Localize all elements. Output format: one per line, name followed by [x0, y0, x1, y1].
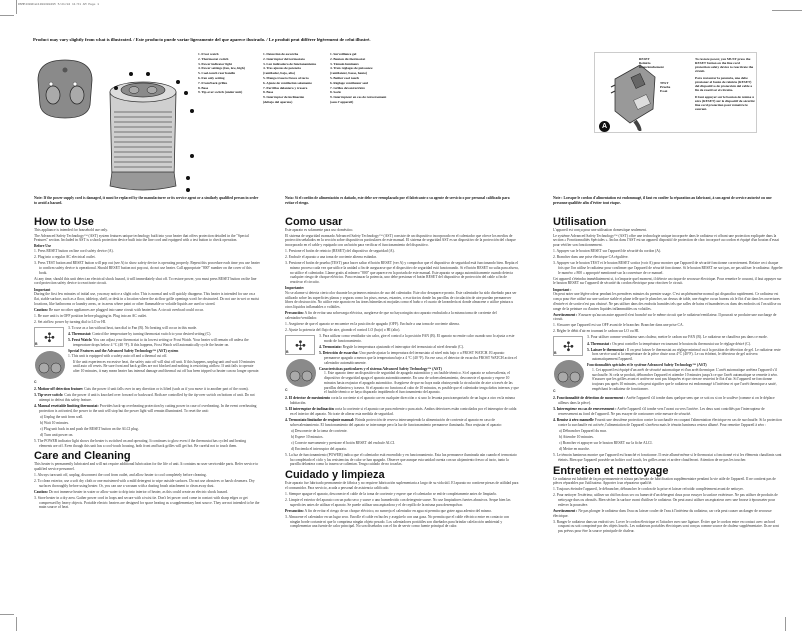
parts-list-item: 2. Bouton du thermostat	[330, 56, 366, 61]
parts-list-item: 8. Socle	[330, 90, 341, 95]
figure-a-label: A	[599, 121, 610, 132]
list-item: 3. Store heater in a dry area. Gather power cord in loops and secure with a twist tie. Don't let power cord come in contact with sharp edges or get compressed by heavy objects. Portable electric heaters are designed for space heating as a supplementary heat source. They are not intended to be the main source of heat.	[34, 495, 260, 510]
list-item	[553, 396, 783, 406]
heater-illustration	[30, 50, 195, 192]
column-english	[34, 196, 260, 512]
figure-b-fan-setting	[285, 335, 315, 355]
bold-lead: Avertissement :	[553, 312, 578, 317]
text: Cuts the power if unit is knocked over forward or backward. Both are controlled by the tip-over switch on bottom of unit. Do not attempt to defeat this safety feature.	[39, 393, 255, 402]
list-item: 3. Almacene el calentador en un lugar seco. Enrolle el cable en bucles y asegúrelo con una gaza. No permita que el cable eléctrico entre en contacto con ningún borde cortante ni que lo comprima ningún objeto pesado. Los calentadores portátiles son diseñados para brindar calefacción ambiental y complementar una fuente de calor principal. No son diseñados con el fin de servir como fuente principal de calor.	[285, 514, 510, 529]
paragraph: Cet appareil s'éteindra immédiatement si, à n'importe quel moment, il détecte un risque de secousse électrique. Pour remettre le courant, il faut appuyer sur le bouton RESET sur l'appareil de sécurité du cordon électrique pour réactiver le circuit.	[553, 276, 782, 286]
list-item: 1. Always turn unit off, unplug, disconnect the cord from outlet, and allow heater to cool completely before cleaning.	[34, 473, 207, 478]
paragraph	[34, 308, 260, 313]
parts-list-item: 1. Surveillance gel	[330, 52, 357, 56]
parts-list-item: 5. Cool-touch rear handle	[198, 71, 235, 76]
parts-list-item: 6. Réglage ventilateur seul	[330, 80, 368, 85]
parts-list-item: 5. Mango trasero fresco al tacto	[263, 75, 309, 80]
sub-step: c) Plug unit back in and push the RESET button on the ALCI plug.	[40, 426, 139, 431]
fan-icon: ✣	[44, 329, 55, 345]
crop-mark	[16, 617, 17, 631]
text: Arrête l'appareil s'il tombe dans quelque sens que ce soit ou si on le soulève (comme si on le déplace ailleurs dans la pièce).	[558, 396, 775, 406]
bold-lead: 3. Tip-over switch:	[34, 393, 64, 398]
parts-list-item: 4. Tres ajustes de potencia	[263, 66, 301, 71]
text: Uno puede ajustar la temperatura del termostato al nivel más bajo o a FROST WATCH. El aparato permanece apagado a menos que la temperatura baje a 4 °C (40 °F). En ese caso, el detector de escarcha FROST WATCH activa el calentador automáticamente.	[324, 351, 517, 365]
crop-mark	[772, 10, 802, 11]
paragraph: Ce radiateur est lubrifié de façon permanente et n'aura pas besoin de lubrification supplémentaire pendant la vie utile de l'appareil. Il ne contient pas de pièces réparables par l'utilisateur. Apporter à un réparateur qualifié.	[553, 476, 776, 486]
sub-step: a) Unplug the unit from wall.	[40, 414, 84, 419]
text: S'assurer qu'aucun autre appareil n'est branché sur le même circuit que le radiateur/ventilateur. Il pourrait se produire une surcharge de circuit.	[553, 312, 777, 322]
list-item: 2. Enchufe el aparato a una toma de corriente alterna estándar.	[285, 255, 377, 260]
bold-lead: 4. Termostato:	[319, 344, 342, 349]
parts-list-item: 7. Grilles devant/arrière	[330, 85, 365, 90]
reset-instructions	[695, 57, 755, 114]
parts-list-french	[330, 52, 402, 105]
list-item: 5. The POWER indicator light shows the heater is switched on and operating. It continues to glow even if the thermostat has cycled and heating elements are off. Even though this unit has a cool-touch housing, both front and back grilles will get hot. Be careful not to touch them.	[34, 438, 247, 448]
list-item: 3. To use as a fan without heat, turn dial to Fan (B). No heating will occur in this mode.	[68, 325, 198, 330]
bold-lead: 4. Remise à zéro manuelle	[553, 418, 594, 423]
text: Provides back-up overheating protection by cutting power in case of overheating. In the event overheating protection is activated, the power to the unit will stop but the power light will remain illuminated. To reset the unit:	[39, 403, 257, 413]
text: Do not immerse heater in water or allow water to drip into interior of heater, as this could create an electric shock hazard.	[47, 489, 228, 494]
parts-list-item: (sous l'appareil)	[330, 99, 354, 104]
sub-step: b) Attendre 10 minutes.	[559, 434, 594, 439]
paragraph: During the first few minutes of initial use, you may notice a slight odor. This is normal and will quickly disappear. This heater is intended for use on a flat, stable surface, such as a floor, tabletop, shelf, or desk in a location where the airflow grille openings won't be obstructed. Do not use in wet or moist locations, like bathrooms or laundry areas, or in areas where paint or other flammable or volatile liquids are used or stored.	[34, 292, 259, 306]
paragraph: No se alarme si detecta cierto olor durante los primeros minutos de uso del calentador. Este olor desaparece pronto. Este calentador ha sido diseñado para ser utilizado sobre las superficies planas y seguras como los pisos, mesas, estantes, o escritorios donde las parrillas de circulación de aire puedan permanecer libres de obstrucción. No utilice este aparato en las áreas húmedas ni mojadas como el baño o el cuarto de lavandería ni donde almacene o utilice pintura u otros líquidos inflamables o volátiles.	[285, 290, 517, 310]
parts-list-english	[198, 52, 260, 95]
subheading: Características particulares y el sistema Advanced Safety Technology™ (AST)	[319, 366, 442, 371]
list-item: 2. Ajuste la potencia del flujo de aire, girando el control LO (bajo) o HI (alto).	[285, 328, 401, 333]
parts-list-item: 3. Power indicator light	[198, 61, 232, 66]
crop-mark	[0, 15, 14, 16]
paragraph	[34, 490, 260, 495]
parts-list-item: 2. Interruptor del termostato	[263, 56, 305, 61]
text: On peut contrôler la température en tournant le bouton du thermostat sur le réglage désiré (C).	[611, 341, 751, 346]
list-item	[68, 332, 260, 337]
subheading: Importante:	[285, 286, 305, 291]
print-slug: RSMP4300Fmk1300300495 5/21/04 11:51 AM Page 1	[18, 3, 100, 6]
list-item: 3. Presione el botón de prueba (TEST) para hacer saltar el botón RESET (ver A) y comprobar que el dispositivo de seguridad está funcionando bien. Repita el mismo proceso cada vez que utilice la unidad a fin de asegurarse que el dispositivo de seguridad está funcionando. Si el botón RESET no salta para afuera, no utilice el calentador. Llame gratis al número "800" que aparece en la portada de este manual. Este aparato se apaga automáticamente cuando detecta cualquier riesgo de choque eléctrico. Para restaurar la potencia, uno debe presionar el botón RESET del dispositivo de protección del cable a fin de reactivar el circuito.	[285, 261, 519, 285]
thermostat-dial-icon	[553, 359, 584, 393]
text: Be sure no other appliances are plugged into same circuit with heater/fan. A circuit overload could occur.	[47, 307, 204, 312]
section-heading: Como usar	[285, 215, 343, 228]
list-item	[587, 348, 783, 362]
section-heading: Care and Cleaning	[34, 450, 131, 463]
section-heading: Entretien et nettoyage	[553, 464, 669, 477]
list-item: 1. Asegúrese de que el aparato se encuentre en la posición de apagado (OFF). Enchufe a una toma de corriente alterna.	[285, 322, 460, 327]
bold-lead: 4. Thermostat :	[587, 341, 612, 346]
list-item	[587, 342, 783, 347]
paragraph: This appliance is intended for household use only.	[34, 227, 108, 232]
text: Control the temperature by turning thermostat switch to your desired setting (C).	[91, 332, 212, 337]
reset-label-es: Reinicio	[639, 61, 651, 65]
list-item: 1. Press RESET button on line cord safety device (A).	[34, 249, 114, 254]
line-cord-safety-plug-icon	[605, 59, 665, 131]
test-label-fr: Essai	[660, 89, 668, 93]
paragraph: The Advanced Safety Technology™ (AST) system features unique technology built into your heater that offers protection detailed in the "Special Features" section. Included in AST is a shock protection device built into the line cord and equipped with a test button to check operation.	[34, 233, 249, 243]
list-item: 2. Plug into a regular AC electrical outlet.	[34, 255, 96, 260]
list-item: 5. La luz de funcionamiento (POWER) indica que el calentador está encendido y en funcionamiento. Esta luz permanece iluminada aún cuando el termostato ha completado el ciclo y las resistencias de calor se han apagado. Observe que aunque esta unidad cuenta con un alojamiento fresco al tacto, tanto la parrilla delantera como la trasera se calientan. Tenga cuidado de no tocarlas.	[285, 452, 517, 467]
figures-b-c	[285, 335, 316, 395]
list-item	[553, 407, 783, 417]
figure-c-label: C	[553, 389, 556, 394]
list-item	[553, 418, 783, 428]
cord-note: Note : Lorsque le cordon d'alimentation est endommagé, il faut en confier la réparation au fabricant, à son agent de service autorisé ou une personne qualifiée afin d'éviter tout risque.	[553, 196, 772, 205]
figure-c-thermostat	[34, 350, 65, 384]
sub-step: c) Brancher et appuyer sur le bouton RESET sur la fiche ALCI.	[559, 440, 653, 445]
parts-list-item: 8. Base	[198, 85, 209, 90]
reset-instruction-en: To restore power, you MUST press the RESET button on the line cord protection safety device to reactivate the circuit.	[695, 57, 754, 74]
list-item: 2. Régler le débit d'air en tournant le cadran sur LO ou HI.	[553, 329, 640, 334]
figures-b-c	[34, 327, 65, 387]
crop-mark	[16, 0, 17, 14]
paragraph: Le système Advanced Safety Technology™ (AST) offre une technologie unique incorporée dans le radiateur et offrant une protection expliquée dans la section « Fonctionnalités Spéciales ». Inclus dans l'AST est un appareil dispositif de protection de choc incorporé au cordon et équipé d'un bouton d'essai pour vérifier son fonctionnement.	[553, 233, 779, 248]
column-french	[553, 196, 783, 535]
crop-mark	[785, 617, 786, 631]
text: Regule la temperatura ajustando el interruptor del termostato al nivel deseado (C).	[341, 344, 464, 349]
text: corta la corriente si el aparato cae en cualquier dirección o si uno lo levanta para transportarlo de un lugar a otro en la misma habitación.	[290, 396, 515, 406]
bold-lead: 5. Laisser le thermostat :	[587, 347, 626, 352]
product-variation-note: Product may vary slightly from what is illustrated. / Este producto puede variar ligeramente del que aparece ilustrado. / Le produit peut différer légèrement de celui illustré.	[33, 37, 371, 42]
parts-list-item: (debajo del aparato)	[263, 99, 293, 104]
reset-label	[639, 57, 664, 69]
parts-list-item: (ventilateur, basse, haute)	[330, 71, 367, 76]
text: Brinda protección de reserva interrumpiendo la alimentación de corriente al aparato en caso de sobrecalentamiento. El funcionamiento del aparato se interrumpe pero la luz de funcionamiento permanece iluminada. Para reajustar el aparato:	[290, 417, 503, 427]
section-heading: How to Use	[34, 215, 94, 228]
sub-step: b) Wait 10 minutes.	[40, 420, 69, 425]
text: Fournit une deuxième protection contre la surchauffe en coupant l'alimentation électrique en cas de surchauffe. Si la protection contre la surchauffe est activée, l'alimentation de l'appareil s'arrêtera mais le témoin lumineux restera allumé. Pour remettre l'appareil à zéro :	[558, 418, 782, 427]
paragraph: If the unit experiences excessive heat, the safety auto off will shut off unit. If this happens, unplug unit and wait 10 minutes until auto off resets. Be sure front and back grilles are not blocked and nothing is restricting airflow. If unit fails to operate after 10 minutes, it may mean heater has internal damage and thermal cut off has been tripped so heater can no longer operate.	[73, 359, 260, 374]
paragraph: El sistema de seguridad avanzado Advanced Safety Technology™ (AST) consiste de un dispositivo incorporado en el calentador que ofrece los medios de protección señalados en la sección sobre dispositivos particulares de este manual. El sistema de seguridad AST es un dispositivo de la protección del choque incorporado en el cable y equipado con un botón para verificar el funcionamiento del dispositivo.	[285, 233, 516, 248]
figure-c-label: C	[34, 379, 37, 384]
list-item: 2. Brancher dans une prise électrique CA régulière.	[553, 255, 629, 260]
sub-step: a) Desconecte de la toma de corriente.	[291, 428, 348, 433]
list-item	[34, 387, 260, 392]
sub-step: d) Mettre en marche.	[559, 447, 590, 451]
list-item	[285, 407, 519, 417]
figure-c-label: C	[285, 388, 288, 393]
paragraph: 1. Cet appareil est équipé d'un arrêt de sécurité automatique et d'un arrêt thermique. L'arrêt automatique arrêtera l'appareil s'il surchauffe. Si cela se produit, débrancher l'appareil et attendre 10 minutes jusqu'à ce que l'arrêt automatique se remette à zéro. S'assurer que les grilles avant et arrière ne sont pas bloquées et que rien ne restreint le flot d'air. Si l'appareil ne fonctionne toujours pas après 10 minutes, cela peut signifier que le radiateur est endommagé à l'intérieur et que l'arrêt thermique a sauté, empêchant le radiateur de fonctionner.	[592, 367, 779, 391]
bold-lead: 2. El detector de movimiento	[285, 396, 331, 401]
figure-c-thermostat	[553, 359, 584, 393]
list-item: 3. Para utilizar como ventilador sin calor, gire el control a la posición FAN (B). El aparato no emite calor cuando uno lo ajusta a este modo de funcionamiento.	[319, 334, 515, 343]
bold-lead: 4. Thermostat:	[68, 332, 92, 337]
bold-lead: 3. Interrupteur en cas de renversement :	[553, 407, 617, 412]
bold-lead: 2. Motion-off detection feature:	[34, 386, 84, 391]
paragraph	[553, 509, 783, 519]
paragraph: This heater is permanently lubricated and will not require additional lubrication for the life of unit. It contains no user serviceable parts. Refer service to qualified service personnel.	[34, 462, 259, 472]
list-item: 1. S'assurer que l'appareil est sur OFF avant de le brancher. Brancher dans une prise CA.	[553, 323, 684, 328]
bold-lead: 4. Manual resettable limiting thermostat:	[34, 403, 99, 408]
list-item	[285, 418, 519, 428]
thermostat-dial-icon	[34, 350, 65, 384]
bold-lead: Precaución:	[285, 311, 304, 316]
paragraph: 1. Este aparato tiene un dispositivo de seguridad de apagado automático y un fusible térmico. Si el aparato se sobrecalienta, el dispositivo de seguridad apaga el aparato automáticamente. En caso de sobrecalentamiento, desconecte el aparato y espere 10 minutos hasta reajustar el apagado automático. Asegúrese de que no haya nada obstruyendo la circulación de aire a través de las parrillas delantera y trasera. Si el aparato no funciona al cabo de 10 minutos, es posible que el calentador tenga daños internos y que el fusible térmico se haya disparado impidiendo el funcionamiento del aparato.	[324, 371, 519, 395]
bold-lead: Caution:	[34, 489, 48, 494]
list-item: 3. Pour utiliser comme ventilateur sans chaleur, mettre le cadran sur FAN (B). Le radiateur ne chauffera pas dans ce mode.	[587, 335, 768, 340]
test-label-en: TEST	[660, 81, 669, 85]
subheading: Important	[34, 287, 51, 292]
list-item	[68, 338, 260, 348]
sub-step: b) Espere 10 minutos.	[291, 434, 324, 439]
heater-body	[110, 82, 176, 190]
list-item: 3. Ranger le radiateur dans un endroit sec. Lover le cordon électrique et l'attacher avec une ligature. Éviter que le cordon entre en contact avec un bord coupant ou soit comprimé par des objets lourds. Les radiateurs portables électriques sont conçus comme source de chaleur supplémentaire. Ils ne sont pas prévus pour être la source principale de chaleur.	[553, 519, 779, 534]
list-item	[319, 345, 519, 350]
list-item: 2. Limpie el exterior del aparato con un paño seco y suave o uno humedecido con detergente suave. No use limpiadores fuertes abrasivos. Seque bien las superficies antes de utilizar el aparato. Se puede utilizar una aspiradora y el de cepillo de la misma para desempolvar.	[285, 498, 511, 507]
parts-list-item: 5. Boîtier cool touch	[330, 75, 359, 80]
reset-device-figure	[594, 52, 757, 133]
text: A fin de evitar el riesgo de un choque eléctrico, no sumerja el calentador en agua ni permita que gotee agua adentro del mismo.	[303, 508, 492, 513]
section-heading: Utilisation	[553, 215, 607, 228]
figure-b-label: B	[554, 351, 557, 356]
bold-lead: 5. Frost Watch:	[68, 338, 93, 343]
paragraph	[553, 313, 783, 323]
bold-lead: 5. Detección de escarcha:	[319, 351, 359, 356]
sub-step: a) Débrancher l'appareil du mur.	[559, 428, 607, 433]
list-item	[285, 396, 519, 406]
parts-list-item: 7. Front/back grilles	[198, 80, 228, 85]
figures-b-c	[553, 336, 584, 396]
list-item: 1. This unit is equipped with a safety auto off and a thermal cut off.	[68, 353, 168, 358]
fan-icon: ✣	[563, 339, 574, 355]
parts-list-item: (ventilador, bajo, alto)	[263, 71, 296, 76]
text: Ne pas plonger le radiateur dans l'eau ou laisser couler de l'eau à l'intérieur du radiateur, car cela peut causer un danger de secousse électrique.	[553, 508, 772, 518]
parts-list-item: 3. Luz indicadora de funcionamiento	[263, 61, 317, 66]
parts-list-item: 9. Tip-over switch (under unit)	[198, 90, 243, 95]
list-item: 3. Appuyer sur le bouton TEST et le bouton RESET sortira (voir A) pour montrer que l'appareil de sécurité fonctionne correctement. Refaire ceci chaque fois que l'on utilise le radiateur pour confirmer que l'appareil de sécurité fonctionne. Si le bouton RESET ne sort pas, ne pas utiliser le radiateur. Appeler le numéro « 800 » approprié mentionné sur la couverture de ce manuel.	[553, 261, 783, 275]
parts-list-item: 6. Fan only setting	[198, 75, 225, 80]
figure-c-thermostat	[285, 358, 316, 392]
list-item: 1. Presione el botón de reinicio (RESET) del dispositivo de seguridad (A).	[285, 249, 395, 254]
sub-step: c) Conecte nuevamente y presione el botón RESET del enchufe ALCI.	[291, 440, 396, 445]
reset-instruction-fr: Il faut appuyer sur le bouton de remise à zéro (RESET) sur le dispositif de sécurité line cord protection pour remettre le courant.	[695, 94, 755, 112]
bold-lead: Precaución:	[285, 508, 304, 513]
subheading: Fonctionnalités spéciales et le système Advanced Safety Technology™ (AST)	[587, 363, 707, 368]
bold-lead: 3. El interruptor de inclinación	[285, 407, 334, 412]
subheading: Special Features and the Advanced Safety Technology™ (AST) system	[68, 348, 179, 353]
bold-lead: 4. Termostato limitador de reajuste manual:	[285, 417, 355, 422]
list-item: 2. To clean exterior, use a soft dry cloth or one moistened with a mild detergent to wipe outside surfaces. Do not use abrasives or harsh cleansers. Dry surfaces thoroughly before using heater. Or, you can use a vacuum with a dusting brush attachment to clean away dust.	[34, 479, 255, 488]
paragraph	[285, 509, 519, 514]
text: Il on peut laisser le thermostat au réglage minimal ou à la position de détection de gel. Le radiateur reste hors service sauf si la température de la pièce chute sous 4°C (40°F). Le cas échéant, le détecteur de gel activera automatiquement l'appareil.	[592, 347, 781, 362]
list-item: 5. Le témoin lumineux montre que l'appareil est branché et fonctionne. Il reste allumé même si le thermostat a fonctionné et si les éléments chauffants sont éteints. Bien que l'appareil possède un boîtier cool touch, les grilles avant et arrière chaufferont. Attention de ne pas les toucher.	[553, 453, 782, 462]
text: Arrête l'appareil s'il tombe vers l'avant ou vers l'arrière. Les deux sont contrôlés par l'interrupteur de renversement au fond de l'appareil. Ne pas essayer de contourner cette mesure de sécurité.	[558, 407, 765, 417]
paragraph: Este aparato es solamente para uso doméstico.	[285, 227, 354, 232]
list-item	[34, 404, 260, 414]
thermostat-dial-icon	[285, 358, 316, 392]
bold-lead: Avertissement :	[553, 508, 578, 513]
reset-instruction-es: Para restaurar la potencia, uno debe presionar el botón de reinicio (RESET) del dispositivo de protección del cable a fin de reactivar el circuito.	[695, 75, 753, 93]
fan-icon: ✣	[295, 338, 306, 354]
paragraph: Este aparato fue lubricado permanente de fábrica y no requiere lubricación suplementaria a largo de su vida útil. El aparato no contiene piezas de utilidad para el consumidor. Para servicio, acuda a personal de asistencia calificado.	[285, 481, 519, 490]
text: Cuts the power if unit falls over in any direction or is lifted (such as if you move it to another part of the room).	[83, 386, 249, 391]
figure-b-fan-setting	[34, 327, 64, 347]
parts-list-item: 4. Trois réglages de puissance	[330, 66, 373, 71]
parts-list-item: 2. Thermostat switch	[198, 56, 229, 61]
list-item: 1. Siempre apague el aparato, desconecte el cable de la toma de corriente y espere que el calentador se enfríe completamente antes de limpiarlo.	[285, 491, 498, 496]
parts-list-item: 9. Interrupteur en cas de renversement	[330, 95, 387, 100]
control-panel-closeup	[38, 60, 92, 118]
cord-note: Note: If the power supply cord is damaged, it must be replaced by the manufacturer or its service agent or a similarly qualified person in order to avoid a hazard.	[34, 196, 259, 205]
bold-lead: 2. Fonctionnalité de détection de mouvement :	[553, 396, 626, 401]
parts-list-item: 3. Témoin lumineux	[330, 61, 359, 66]
subheading: Before Use	[34, 244, 52, 249]
test-label-es: Prueba	[660, 85, 671, 89]
column-spanish	[285, 196, 519, 530]
text: corta la corriente si el aparato cae para enfrente o para atrás. Ambos detectores están controlados por el interruptor de caída en el interior del aparato. No trate de alterar esta medida de seguridad.	[290, 407, 517, 416]
reset-label-en: RESET	[639, 57, 650, 61]
list-item: 2. Pour nettoyer l'extérieur, utiliser un chiffon doux sec ou humecté d'un détergent doux pour essuyer la surface extérieure. Ne pas utiliser de produits de nettoyage durs ou abrasifs. Bien sécher la surface avant d'utiliser le radiateur. On peut aussi utiliser un aspirateur avec une brosse à épousseter pour enlever la poussière.	[553, 493, 778, 507]
parts-list-item: 1. Frost watch	[198, 52, 219, 56]
test-label	[660, 81, 670, 93]
paragraph: On peut noter une légère odeur pendant les premières minutes du premier usage. C'est un phénomène normal qui disparaîtra rapidement. Ce radiateur est conçu pour être utilisé sur une surface stable et plane telle que le plancher, un dessus de table, une étagère ou un bureau où le flot d'air dans les ouvertures d'entrée et de sortie n'est pas obstrué. Ne pas utiliser dans des endroits humides tels que salles de bains et buanderies ou dans des endroits où l'on utilise ou range de la peinture ou d'autres liquides inflammables ou volatiles.	[553, 292, 782, 311]
text: You can adjust your thermostat to its lowest setting or Frost Watch. Your heater will remain off unless the temperature drops below 4 °C (40 °F). If this happens, Frost Watch will automatically cycle the heater on.	[73, 338, 249, 347]
figure-b-label: B	[286, 350, 289, 355]
list-item	[34, 393, 260, 403]
parts-list-item: 6. Ajuste de ventilación solamente	[263, 80, 312, 85]
figure-b-fan-setting	[553, 336, 583, 356]
paragraph	[285, 311, 519, 321]
parts-list-item: 1. Detección de escarcha	[263, 52, 299, 56]
cord-note: Nota: Si el cordón de alimentación es dañado, este debe ser reemplazado por el fabricante o su agente de servicio o por personal calificado para evitar el riesgo.	[285, 196, 510, 205]
parts-list-spanish	[263, 52, 327, 105]
list-item	[319, 351, 519, 365]
section-heading: Cuidado y limpieza	[285, 469, 385, 482]
paragraph: At any time, should this unit detect an electrical shock hazard, it will immediately shut off. To restore power, you must press RESET button on the line cord protection safety device to reactivate circuit.	[34, 276, 257, 286]
text: A fin de evitar una sobrecarga eléctrica, asegúrese de que no haya ningún otro aparato enchufado a la misma toma de corriente del calentador/ventilador.	[285, 311, 497, 321]
crop-mark	[0, 614, 14, 615]
list-item: 1. Appuyer sur le bouton RESET sur l'appareil de sécurité du cordon (A).	[553, 249, 662, 254]
list-item: 1. Be sure unit is in OFF position before plugging in. Plug into an AC outlet.	[34, 313, 148, 318]
list-item: 1. Toujours éteindre l'appareil, le débrancher, débrancher le cordon de la prise et laisser refroidir complètement avant de nettoyer.	[553, 487, 744, 492]
parts-list-item: 9. Interruptor de inclinación	[263, 95, 305, 100]
figure-b-label: B	[35, 341, 38, 346]
parts-list-item: 4. Power settings (fan, low, high)	[198, 66, 245, 71]
subheading: Important :	[553, 287, 572, 292]
parts-list-item: 8. Base	[263, 90, 274, 95]
paragraph: L'appareil est conçu pour une utilisation domestique seulement.	[553, 227, 647, 232]
bold-lead: Caution:	[34, 307, 48, 312]
sub-step: d) Turn unit power on.	[40, 432, 74, 437]
sub-step: d) Encienda el interruptor del aparato.	[291, 446, 348, 451]
reset-label-fr: Réenclenchement	[639, 65, 664, 69]
list-item: 3. Press TEST button and RESET button will pop out (see A) to show safety device is operating properly. Repeat this procedure each time you use heater to confirm safety device is operational. Should RESET button not pop out, do not use heater. Call appropriate "800" number on the cover of this book.	[34, 261, 260, 275]
list-item: 2. Set airflow power by turning dial to LO or HI.	[34, 319, 107, 324]
parts-list-item: 7. Parrillas delantera y trasera	[263, 85, 308, 90]
